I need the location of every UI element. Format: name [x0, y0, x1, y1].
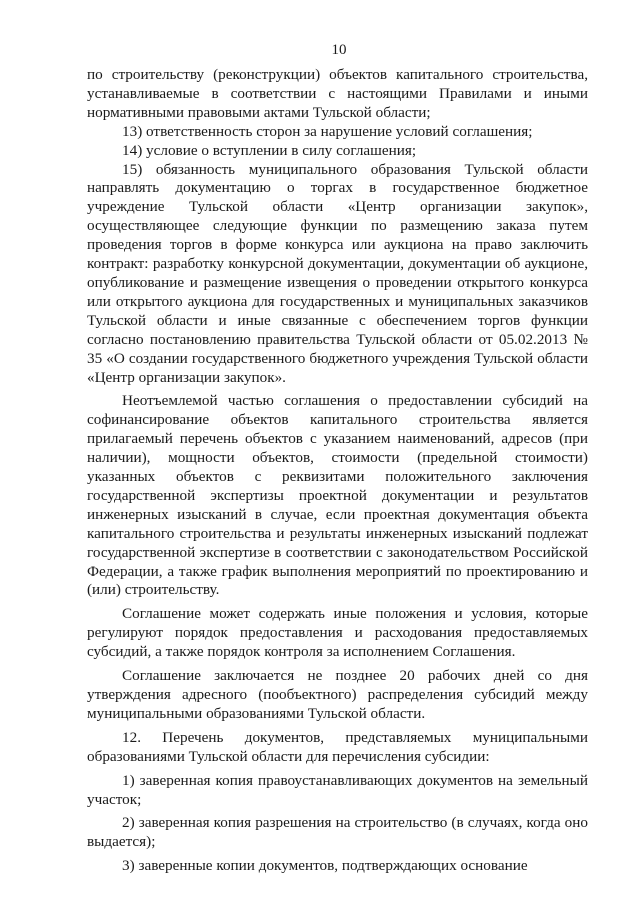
page-number: 10 [331, 42, 347, 58]
document-body [87, 66, 588, 876]
list-item-13: 13) ответственность сторон за нарушение условий соглашения; [122, 122, 533, 140]
paragraph-agreement-conditions: Соглашение может содержать иные положения и условия, которые регулируют порядок предоставления и расходования предоставляемых субсидий, а также порядок контроля за исполнением Соглашения. [87, 605, 588, 661]
list-item-15: 15) обязанность муниципального образования Тульской области направлять документацию о торгах в государственное бюджетное учреждение Тульской области «Центр организации закупок», осуществляющее следующие функции по размещению заказа путем проведения торгов в форме конкурса или аукциона на право заключить контракт: разработку конкурсной документации, документации об аукционе, опубликование и размещение извещения о проведении открытого конкурса или открытого аукциона для государственных и муниципальных заказчиков Тульской области и иные связанные с обеспечением торгов функции согласно постановлению правительства Тульской области от 05.02.2013 № 35 «О создании государственного бюджетного учреждения Тульской области «Центр организации закупок». [87, 160, 588, 386]
paragraph-agreement-deadline: Соглашение заключается не позднее 20 рабочих дней со дня утверждения адресного (пообъектного) распределения субсидий между муниципальными образованиями Тульской области. [87, 667, 588, 722]
document-list-item-3: 3) заверенные копии документов, подтверждающих основание [122, 857, 528, 875]
document-list-item-1: 1) заверенная копия правоустанавливающих документов на земельный участок; [87, 771, 588, 808]
document-list-item-2: 2) заверенная копия разрешения на строительство (в случаях, когда оно выдается); [87, 814, 588, 851]
list-item-14: 14) условие о вступлении в силу соглашения; [122, 141, 417, 159]
paragraph-continuation: по строительству (реконструкции) объектов капитального строительства, устанавливаемые в соответствии с настоящими Правилами и иными нормативными правовыми актами Тульской области; [87, 66, 588, 121]
paragraph-object-list: Неотъемлемой частью соглашения о предоставлении субсидий на софинансирование объектов капитального строительства является прилагаемый перечень объектов с указанием наименований, адресов (при наличии), мощности объектов, стоимости (предельной стоимости) указанных объектов с реквизитами положительного заключения государственной экспертизы проектной документации и результатов инженерных изысканий в случае, если проектная документация объекта капитального строительства и результаты инженерных изысканий подлежат государственной экспертизе в соответствии с законодательством Российской Федерации, а также график выполнения мероприятий по проектированию и (или) строительству. [87, 392, 588, 599]
section-12-heading: 12. Перечень документов, представляемых муниципальными образованиями Тульской области для перечисления субсидии: [87, 728, 588, 765]
